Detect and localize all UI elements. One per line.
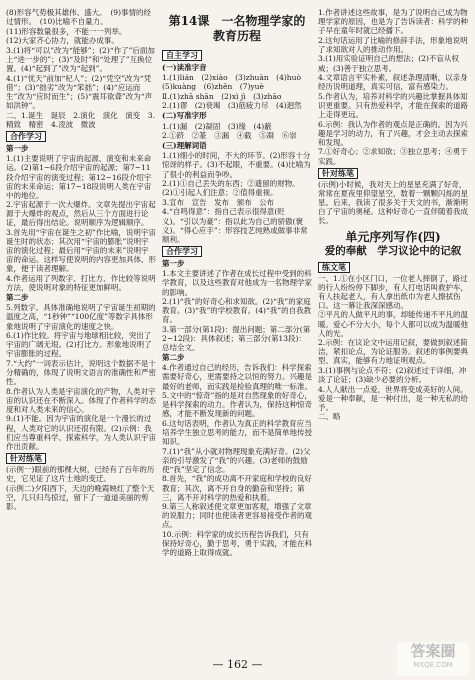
answer-line: 1.(1)细小的时间，不大的环节。(2)形容十分惊讶的样子。(3)不起眼，不重要。(4)比喻为了很小的利益而争吵。 xyxy=(162,151,311,179)
section-heading-self-study: 自主学习 xyxy=(162,50,202,61)
subsection-label: (三)理解词语 xyxy=(162,141,207,151)
answer-line: 3.(1)用实验证明自己的想法；(2)不盲从权威；(3)善于独立思考。 xyxy=(318,54,459,73)
answer-line: (示例二)夕阳西下，天边的晚霞映红了整个天空，几只归鸟掠过，留下了一道道美丽的剪影。 xyxy=(6,484,155,512)
answer-line: (示例一)眼前的那棵大树，已经有了百年的历史，它见证了这片土地的变迁。 xyxy=(6,465,155,484)
answer-line: 一、1.①在小区门口，一位老人摔倒了，路过的行人纷纷停下脚步，有人打电话叫救护车，有人扶起老人，有人拿出纸巾为老人擦拭伤口。这一幕让我深深感动。 xyxy=(318,273,468,310)
subsection-label: (一)读准字音 xyxy=(162,63,207,72)
step-label: 第二步 xyxy=(162,353,185,363)
unit-subtitle: 爱的奉献 学习议论中的记叙 xyxy=(324,244,462,257)
answer-line: 4.(1)“忧天”前加“杞人”；(2)“凭空”改为“凭借”；(3)“拙劣”改为“笨拙”；(4)“应运而生”改为“应时而生”；(5)“震耳欲聋”改为“声如洪钟”。 xyxy=(6,73,153,110)
column-left xyxy=(6,8,156,648)
answer-line: ②平凡的人做平凡的事，却能传递不平凡的温暖。爱心不分大小，每个人都可以成为温暖他人的光。 xyxy=(318,310,468,338)
answer-line: 7.“大约”一词表示估计，说明这个数据不是十分精确的，体现了说明文语言的准确性和严密性。 xyxy=(6,358,156,387)
step-label: 第二步 xyxy=(6,293,29,303)
answer-line: 9.第三人称叙述使文章更加客观，增强了文章的说服力；同时也使读者更容易接受作者的观点。 xyxy=(162,502,312,530)
answer-line: 2.示例：在议论文中运用记叙，要做到叙述简洁，紧扣论点，为论证服务。叙述的事例要典型、真实，能够有力地证明观点。 xyxy=(318,338,468,366)
answer-line: 4.人人献出一点爱，世界将变成美好的人间。爱是一种奉献，是一种付出，是一种无私的给予。 xyxy=(318,384,468,412)
lesson-title: 第14课 一名物理学家的 xyxy=(168,14,306,28)
answer-line: 3.第一部分(第1段)：提出问题；第二部分(第2~12段)：具体叙述；第三部分(第13段)：总结全文。 xyxy=(162,324,311,353)
section-heading-cooperative-learning: 合作学习 xyxy=(6,131,46,142)
answer-line: 5.作者认为，培养对科学的兴趣比掌握具体知识更重要。只有热爱科学，才能在探索的道路上走得更远。 xyxy=(318,91,468,120)
answer-line: 9.(1)不能。因为宇宙的演化是一个漫长的过程，人类对它的认识还很有限。(2)示例：我们应当尊重科学、探索科学，为人类认识宇宙作出贡献。 xyxy=(6,414,156,451)
answer-line: 5.列数字。具体准确地说明了宇宙诞生初期的温度之高，“1秒钟”“100亿度”等数字具体形象地说明了宇宙演化的速度之快。 xyxy=(6,303,156,331)
answer-line: 1.作者讲述这些故事，是为了说明自己成为物理学家的原因，也是为了告诉读者：科学的种子早在童年时就已经播下。 xyxy=(318,8,468,36)
watermark-text: 答案圈 xyxy=(410,642,456,660)
answer-line: 5.文中的“惊奇”指的是对自然现象的好奇心，是科学探索的动力。作者认为，保持这种惊奇感，才能不断发现新的问题。 xyxy=(162,391,312,419)
step-label: 第一步 xyxy=(162,259,185,269)
answer-line: 2.(1)“我”的好奇心和求知欲。(2)“我”的家庭教育。(3)“我”的学校教育。(4)“我”的自我教育。 xyxy=(162,297,312,325)
answer-line: (12)大家齐心协力，就能办成事。 xyxy=(6,36,119,46)
lesson-title-line2: 教育历程 xyxy=(212,29,261,43)
answer-line: 8.首先，“我”的成功离不开家庭和学校的良好教育；其次，离不开自身的勤奋和坚持；第三，离不开对科学的热爱和执着。 xyxy=(162,474,312,502)
answer-line: 4.文章语言平实朴素，叙述条理清晰，以亲身经历说明道理，真实可信，富有感染力。 xyxy=(318,73,468,92)
answer-line: 2.(1)谬 (2)衰竭 (3)筋疲力尽 (4)迥然 xyxy=(162,101,302,111)
answer-line: Ⅱ.(1)zhā shān (2)xì jì (3)zhāo xyxy=(162,91,282,101)
answer-line: (示例)小时候，我对天上的星星充满了好奇，常常在夏夜里仰望星空，数着一颗颗闪烁的星星。后来，我读了很多关于天文的书，渐渐明白了宇宙的奥秘。这种好奇心一直伴随着我成长。 xyxy=(318,180,468,226)
column-right xyxy=(318,8,468,648)
column-middle xyxy=(162,8,312,648)
site-watermark-logo xyxy=(397,642,469,676)
answer-line: 10.示例：科学家的成长历程告诉我们，只有保持好奇心，勤于思考，勇于实践，才能在科学的道路上取得成就。 xyxy=(162,530,312,558)
answer-line: 4.作者通过自己的经历，告诉我们：科学探索需要好奇心，更需要持之以恒的努力。兴趣是最好的老师，而实践是检验真理的唯一标准。 xyxy=(162,363,312,391)
intro-answers xyxy=(6,8,156,129)
answer-line: 2.(1)①自己丢失的东西；②遗留的财物。(2)①引起人们注意；②值得重视。 xyxy=(162,179,300,198)
watermark-domain: MXQE.COM xyxy=(413,661,453,669)
answer-line: 二、1.诞生 诞辰 2.演化 演化 演变 3.精致 精密 4.凌波 微波 xyxy=(6,110,155,129)
page-number: — 162 — xyxy=(212,658,263,671)
answer-line: 6.这句话表明，作者认为真正的科学教育应当培养学生独立思考的能力，而不是简单地传授知识。 xyxy=(162,418,312,447)
answer-line: 2.宇宙起源于一次大爆炸。文章先提出宇宙起源于大爆炸的观点，然后从三个方面进行论证，最后得出结论。说明顺序为逻辑顺序。 xyxy=(6,200,156,228)
answer-line: 3.宣布 宣告 发布 颁布 公布 xyxy=(162,197,275,207)
answer-line: 7.(1)“我”从小就对物理现象充满好奇。(2)父亲的引导激发了“我”的兴趣。(3)老师的鼓励使“我”坚定了信念。 xyxy=(162,446,311,474)
step-label: 第一步 xyxy=(6,144,29,154)
answer-line: 4.“自鸣得意”：指自己表示很得意(贬义)。“引以为豪”：指以此为自己的骄傲(褒义)。“得心应手”：形容技艺纯熟或做事非常顺利。 xyxy=(162,207,308,244)
section-heading-cooperative-learning: 合作学习 xyxy=(162,246,202,257)
unit-title: 单元序列写作(四) xyxy=(345,229,441,244)
answer-line: 4.作者运用了列数字、打比方、作比较等说明方法，使说明对象的特征更加鲜明。 xyxy=(6,274,156,293)
answer-line: 1.(1)lián (2)xiào (3)zhuàn (4)huò (5)kuàng (6)zhěn (7)yuè xyxy=(162,73,309,92)
answer-line: 1.(1)主要说明了宇宙的起源、演变和未来命运。(2)第1~6段介绍宇宙的起源；第7~11段介绍宇宙的演变过程；第12~16段介绍宇宙的未来命运；第17~18段说明人类在宇宙中的地位。 xyxy=(6,154,152,200)
section-heading-practice-writing: 针对练笔 xyxy=(318,168,358,179)
answer-line: 3.首先用“宇宙在诞生之初”作比喻，说明宇宙诞生时的状态；其次用“宇宙的膨胀”说明宇宙的演化过程；最后用“宇宙的未来”说明宇宙的命运。这样写使说明的内容更加具体、形象，便于读者理解。 xyxy=(6,228,156,274)
answer-line: 2.这句话运用了比喻的修辞手法，形象地说明了求知欲对人的推动作用。 xyxy=(318,35,468,54)
answer-line: 2.①跻 ②篆 ③漏 ④截 ⑤凝 ⑥崇 xyxy=(162,131,297,141)
answer-line: (11)形容数量很多，不能一一列举。 xyxy=(6,26,127,36)
section-heading-practice-writing: 针对练笔 xyxy=(6,453,46,464)
answer-line: 3.(1)事例与论点不符；(2)叙述过于详细，冲淡了论证；(3)缺少必要的分析。 xyxy=(318,366,467,385)
answer-line: 1.(1)漏 (2)凝固 (3)缘 (4)蔽 xyxy=(162,121,272,131)
answer-line: 6.示例：我认为作者的观点是正确的。因为兴趣是学习的动力，有了兴趣，才会主动去探索和发现。 xyxy=(318,119,468,147)
answer-line: 7.①好奇心；②求知欲；③独立思考；④勇于实践。 xyxy=(318,147,468,166)
section-heading-writing-drill: 练文笔 xyxy=(318,262,350,273)
answer-line: (8)形容气势极其雄伟、盛大。 (9)事情的经过情形。 (10)比喻不自量力。 xyxy=(6,8,151,27)
answer-line: 1.本文主要讲述了作者在成长过程中受到的科学教育，以及这些教育对他成为一名物理学家的影响。 xyxy=(162,269,312,297)
answer-line: 3.(1)将“可以”改为“能够”；(2)“作了”后面加上“进一步的”；(3)“及时”和“处理了”互换位置。(4)“起到了”改为“起到”。 xyxy=(6,45,155,74)
answer-line: 二、略 xyxy=(318,412,341,422)
subsection-label: (二)写准字形 xyxy=(162,111,207,121)
answer-line: 6.(1)作比较。将宇宙与地球相比较，突出了宇宙的广阔无垠。(2)打比方。形象地说明了宇宙膨胀的过程。 xyxy=(6,331,152,359)
answer-line: 8.作者认为人类是宇宙演化的产物，人类对宇宙的认识还在不断深入。体现了作者科学的态度和对人类未来的信心。 xyxy=(6,386,156,414)
